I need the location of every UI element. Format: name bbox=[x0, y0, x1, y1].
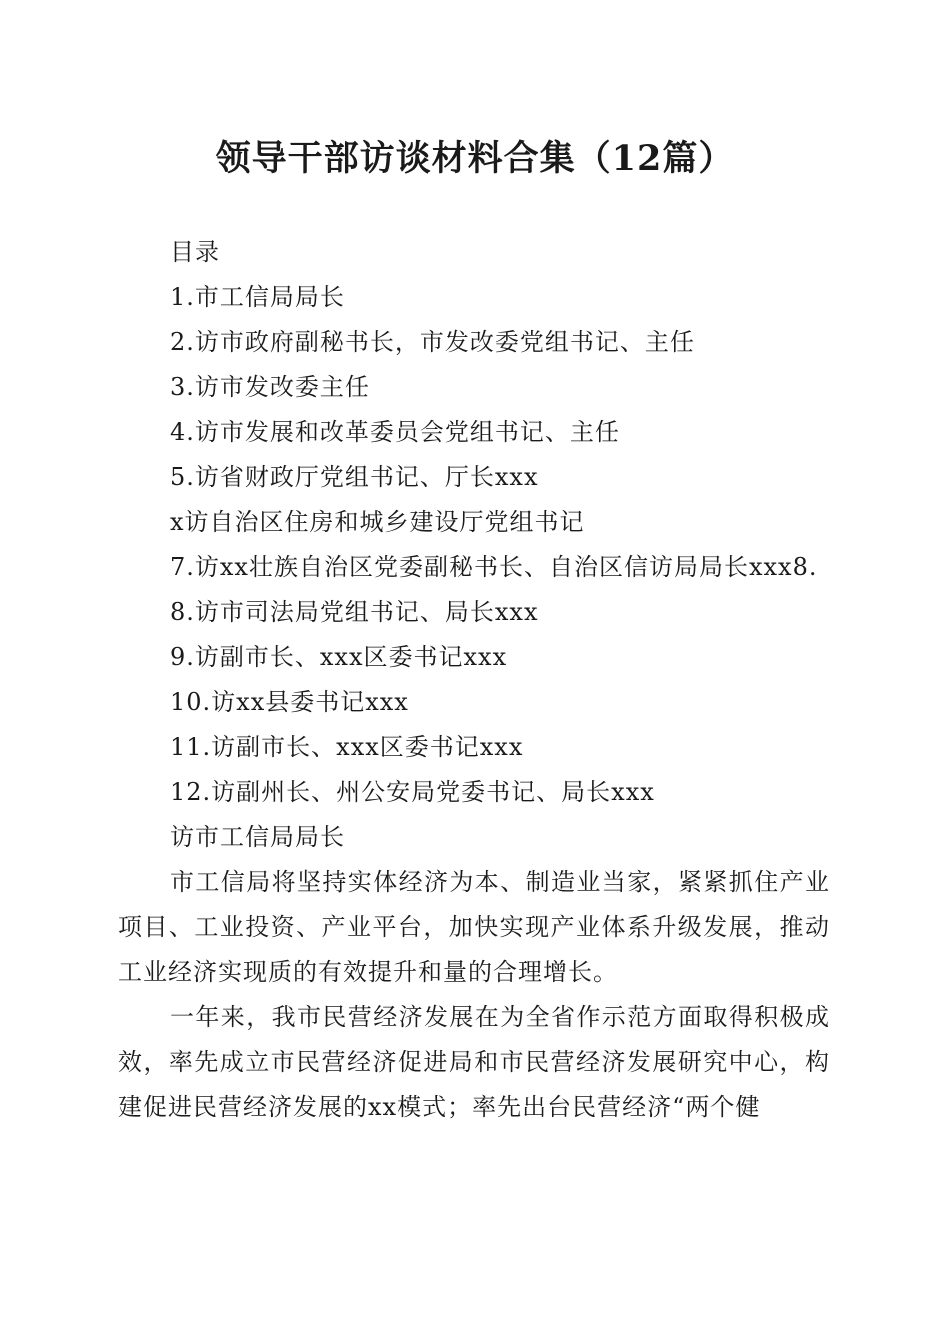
toc-item: 12.访副州长、州公安局党委书记、局长xxx bbox=[170, 778, 655, 806]
toc-heading: 目录 bbox=[170, 238, 220, 266]
toc-item: 1.市工信局局长 bbox=[170, 283, 345, 311]
toc-item: 5.访省财政厅党组书记、厅长xxx bbox=[170, 463, 539, 491]
toc-item: 2.访市政府副秘书长，市发改委党组书记、主任 bbox=[170, 328, 695, 356]
toc-item: 9.访副市长、xxx区委书记xxx bbox=[170, 643, 508, 671]
toc-item: 11.访副市长、xxx区委书记xxx bbox=[170, 733, 524, 761]
toc-item: 3.访市发改委主任 bbox=[170, 373, 370, 401]
toc-item: 4.访市发展和改革委员会党组书记、主任 bbox=[170, 418, 620, 446]
toc-item: 10.访xx县委书记xxx bbox=[170, 688, 409, 716]
toc-item: 7.访xx壮族自治区党委副秘书长、自治区信访局局长xxx8. bbox=[170, 553, 818, 581]
document-title: 领导干部访谈材料合集（12篇） bbox=[215, 138, 735, 179]
body-paragraph: 市工信局将坚持实体经济为本、制造业当家，紧紧抓住产业项目、工业投资、产业平台，加快实现产业体系升级发展，推动工业经济实现质的有效提升和量的合理增长。 bbox=[118, 868, 830, 986]
toc-item: x访自治区住房和城乡建设厅党组书记 bbox=[170, 508, 585, 536]
toc-item: 8.访市司法局党组书记、局长xxx bbox=[170, 598, 539, 626]
section-heading: 访市工信局局长 bbox=[170, 823, 345, 851]
body-paragraph: 一年来，我市民营经济发展在为全省作示范方面取得积极成效，率先成立市民营经济促进局和市民营经济发展研究中心，构建促进民营经济发展的xx模式；率先出台民营经济“两个健 bbox=[118, 1003, 830, 1121]
document-body bbox=[118, 230, 830, 1130]
